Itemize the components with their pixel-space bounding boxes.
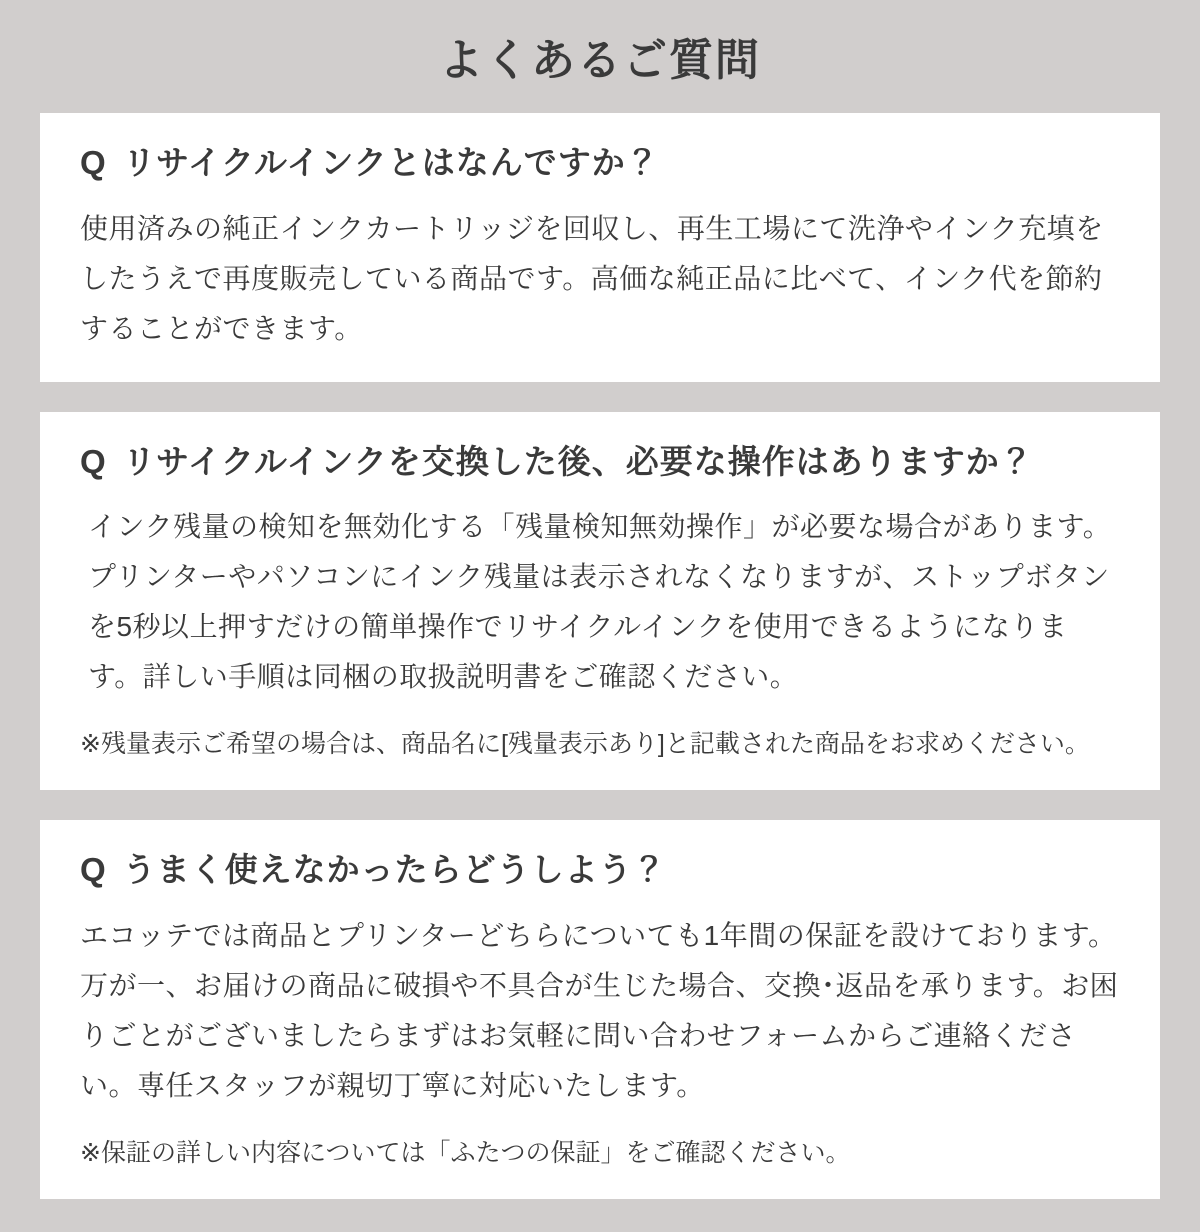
question-heading — [80, 440, 1120, 485]
faq-page — [0, 32, 1200, 1232]
question-heading — [80, 141, 1120, 186]
question-text: リサイクルインクを交換した後、必要な操作はありますか？ — [122, 442, 1034, 480]
page-title: よくあるご質問 — [439, 36, 761, 85]
note-text: ※残量表示ご希望の場合は、商品名に[残量表示あり]と記載された商品をお求めください。 — [80, 730, 1090, 759]
answer-text: エコッテでは商品とプリンターどちらについても1年間の保証を設けております。万が一、お届けの商品に破損や不具合が生じた場合、交換･返品を承ります。お困りごとがございましたらまずはお気軽に問い合わせフォームからご連絡ください。専任スタッフが親切丁寧に対応いたします。 — [80, 919, 1119, 1101]
note-text: ※保証の詳しい内容については「ふたつの保証」をご確認ください。 — [80, 1138, 851, 1167]
faq-card-warranty — [40, 820, 1160, 1199]
q-mark: Q — [80, 144, 107, 181]
faq-card-after-replacement — [40, 412, 1160, 791]
answer-text: 使用済みの純正インクカートリッジを回収し、再生工場にて洗浄やインク充填をしたうえで再度販売している商品です。高価な純正品に比べて、インク代を節約することができます。 — [80, 212, 1104, 344]
question-heading — [80, 848, 1120, 893]
answer-text: インク残量の検知を無効化する「残量検知無効操作」が必要な場合があります。プリンターやパソコンにインク残量は表示されなくなりますが、ストップボタンを5秒以上押すだけの簡単操作でリサイクルインクを使用できるようになります。詳しい手順は同梱の取扱説明書をご確認ください。 — [88, 511, 1112, 693]
q-mark: Q — [80, 442, 107, 480]
question-text: うまく使えなかったらどうしよう？ — [122, 851, 667, 889]
faq-card-recycled-ink — [40, 113, 1160, 382]
question-text: リサイクルインクとはなんですか？ — [122, 144, 660, 181]
q-mark: Q — [80, 851, 107, 889]
